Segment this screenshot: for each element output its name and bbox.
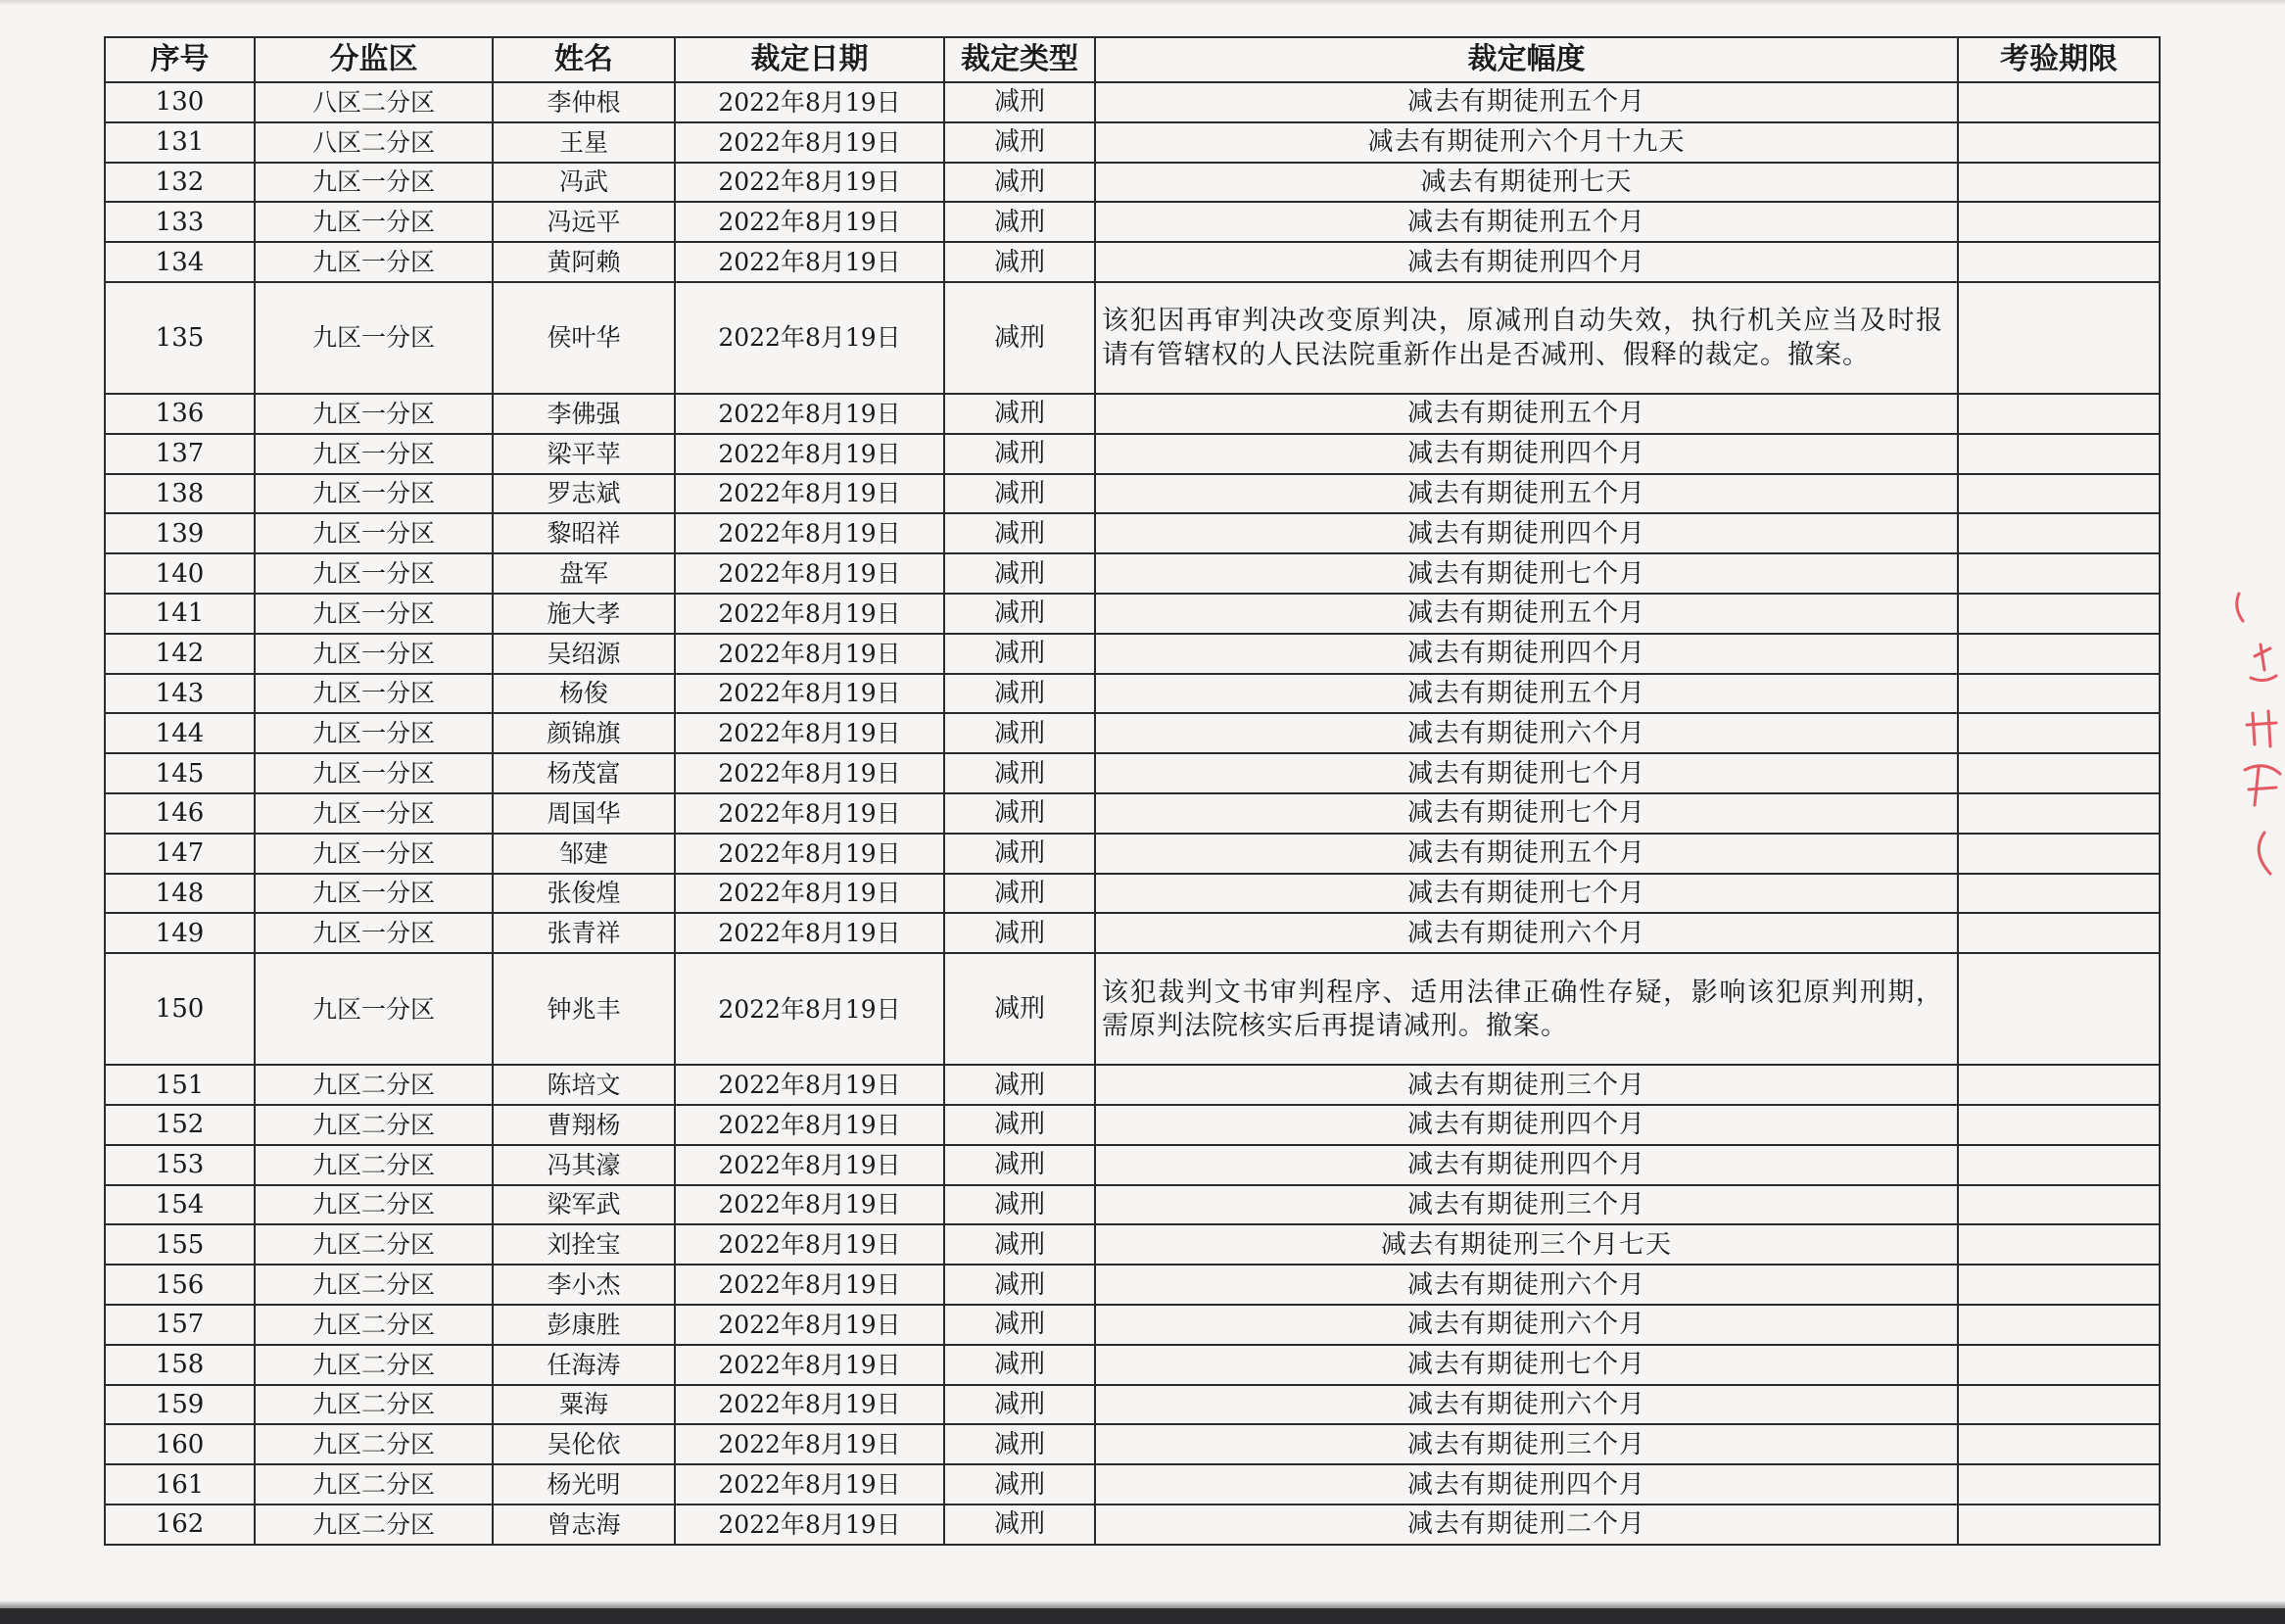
cell-district: 九区一分区 [255, 793, 493, 834]
scan-bottom-shadow [0, 1600, 2285, 1608]
table-row [105, 713, 2160, 753]
cell-district: 九区一分区 [255, 753, 493, 793]
cell-no: 150 [105, 953, 255, 1065]
cell-district: 九区一分区 [255, 634, 493, 674]
cell-date: 2022年8月19日 [675, 242, 944, 282]
cell-district: 九区二分区 [255, 1105, 493, 1145]
cell-date: 2022年8月19日 [675, 953, 944, 1065]
cell-probation [1958, 1505, 2160, 1545]
table-row [105, 1505, 2160, 1545]
cell-range: 减去有期徒刑五个月 [1095, 394, 1958, 434]
table-row [105, 1065, 2160, 1105]
cell-probation [1958, 434, 2160, 474]
table-row [105, 674, 2160, 714]
cell-probation [1958, 1145, 2160, 1185]
cell-district: 九区二分区 [255, 1224, 493, 1265]
cell-name: 张俊煌 [493, 874, 675, 914]
cell-probation [1958, 242, 2160, 282]
cell-range: 减去有期徒刑三个月 [1095, 1424, 1958, 1464]
table-row [105, 82, 2160, 122]
header-name: 姓名 [493, 37, 675, 82]
cell-district: 九区二分区 [255, 1065, 493, 1105]
cell-range: 减去有期徒刑四个月 [1095, 434, 1958, 474]
cell-district: 九区二分区 [255, 1505, 493, 1545]
cell-no: 146 [105, 793, 255, 834]
cell-type: 减刑 [944, 834, 1095, 874]
cell-range: 减去有期徒刑五个月 [1095, 474, 1958, 514]
cell-date: 2022年8月19日 [675, 282, 944, 394]
table-row [105, 1105, 2160, 1145]
table-row [105, 434, 2160, 474]
cell-probation [1958, 553, 2160, 594]
cell-probation [1958, 474, 2160, 514]
cell-probation [1958, 1464, 2160, 1505]
cell-range: 减去有期徒刑七天 [1095, 163, 1958, 203]
table-row [105, 1185, 2160, 1225]
cell-type: 减刑 [944, 474, 1095, 514]
cell-range: 减去有期徒刑七个月 [1095, 874, 1958, 914]
cell-name: 颜锦旗 [493, 713, 675, 753]
table-row [105, 553, 2160, 594]
cell-name: 冯武 [493, 163, 675, 203]
cell-type: 减刑 [944, 82, 1095, 122]
table-row [105, 953, 2160, 1065]
cell-no: 142 [105, 634, 255, 674]
cell-date: 2022年8月19日 [675, 1065, 944, 1105]
cell-no: 155 [105, 1224, 255, 1265]
header-district: 分监区 [255, 37, 493, 82]
cell-no: 157 [105, 1305, 255, 1345]
cell-range: 减去有期徒刑六个月 [1095, 1265, 1958, 1305]
cell-date: 2022年8月19日 [675, 434, 944, 474]
cell-type: 减刑 [944, 242, 1095, 282]
cell-range: 减去有期徒刑四个月 [1095, 242, 1958, 282]
table-row [105, 753, 2160, 793]
table-body [105, 82, 2160, 1545]
cell-probation [1958, 1185, 2160, 1225]
cell-name: 李佛强 [493, 394, 675, 434]
table-row [105, 594, 2160, 634]
cell-district: 九区一分区 [255, 202, 493, 242]
cell-district: 九区一分区 [255, 394, 493, 434]
cell-no: 138 [105, 474, 255, 514]
cell-name: 吴绍源 [493, 634, 675, 674]
cell-no: 158 [105, 1345, 255, 1385]
cell-probation [1958, 834, 2160, 874]
cell-probation [1958, 282, 2160, 394]
cell-district: 九区二分区 [255, 1345, 493, 1385]
cell-name: 周国华 [493, 793, 675, 834]
red-seal-stamp-icon [2225, 588, 2285, 882]
header-type: 裁定类型 [944, 37, 1095, 82]
cell-district: 九区一分区 [255, 713, 493, 753]
cell-range: 该犯因再审判决改变原判决，原减刑自动失效，执行机关应当及时报请有管辖权的人民法院重新作出是否减刑、假释的裁定。撤案。 [1095, 282, 1958, 394]
cell-district: 九区二分区 [255, 1185, 493, 1225]
cell-type: 减刑 [944, 594, 1095, 634]
cell-type: 减刑 [944, 1065, 1095, 1105]
sentence-reduction-table [104, 36, 2161, 1546]
cell-district: 九区一分区 [255, 163, 493, 203]
cell-range: 减去有期徒刑四个月 [1095, 513, 1958, 553]
cell-type: 减刑 [944, 874, 1095, 914]
cell-name: 侯叶华 [493, 282, 675, 394]
cell-no: 152 [105, 1105, 255, 1145]
cell-name: 彭康胜 [493, 1305, 675, 1345]
cell-range: 减去有期徒刑四个月 [1095, 634, 1958, 674]
cell-range: 减去有期徒刑七个月 [1095, 1345, 1958, 1385]
cell-probation [1958, 1305, 2160, 1345]
cell-no: 156 [105, 1265, 255, 1305]
cell-district: 九区二分区 [255, 1265, 493, 1305]
cell-no: 149 [105, 913, 255, 953]
cell-name: 施大孝 [493, 594, 675, 634]
cell-probation [1958, 1105, 2160, 1145]
cell-name: 黎昭祥 [493, 513, 675, 553]
cell-type: 减刑 [944, 282, 1095, 394]
scan-top-edge [0, 0, 2285, 6]
cell-district: 九区一分区 [255, 513, 493, 553]
cell-name: 盘军 [493, 553, 675, 594]
cell-range: 减去有期徒刑四个月 [1095, 1105, 1958, 1145]
header-date: 裁定日期 [675, 37, 944, 82]
cell-probation [1958, 674, 2160, 714]
cell-no: 139 [105, 513, 255, 553]
cell-range: 减去有期徒刑六个月 [1095, 1305, 1958, 1345]
cell-no: 161 [105, 1464, 255, 1505]
cell-probation [1958, 202, 2160, 242]
cell-probation [1958, 793, 2160, 834]
cell-district: 九区一分区 [255, 434, 493, 474]
cell-name: 钟兆丰 [493, 953, 675, 1065]
cell-type: 减刑 [944, 434, 1095, 474]
cell-no: 154 [105, 1185, 255, 1225]
cell-district: 九区二分区 [255, 1424, 493, 1464]
cell-district: 九区一分区 [255, 282, 493, 394]
table-row [105, 1424, 2160, 1464]
cell-probation [1958, 913, 2160, 953]
cell-no: 137 [105, 434, 255, 474]
cell-type: 减刑 [944, 1385, 1095, 1425]
table-row [105, 913, 2160, 953]
cell-type: 减刑 [944, 1265, 1095, 1305]
cell-type: 减刑 [944, 553, 1095, 594]
cell-no: 145 [105, 753, 255, 793]
table-row [105, 282, 2160, 394]
cell-probation [1958, 1065, 2160, 1105]
cell-no: 144 [105, 713, 255, 753]
cell-type: 减刑 [944, 202, 1095, 242]
cell-type: 减刑 [944, 1305, 1095, 1345]
cell-district: 九区一分区 [255, 242, 493, 282]
cell-name: 任海涛 [493, 1345, 675, 1385]
cell-type: 减刑 [944, 513, 1095, 553]
cell-date: 2022年8月19日 [675, 1145, 944, 1185]
scan-bottom-edge [0, 1608, 2285, 1624]
cell-no: 141 [105, 594, 255, 634]
cell-range: 减去有期徒刑五个月 [1095, 202, 1958, 242]
table-row [105, 1385, 2160, 1425]
cell-no: 136 [105, 394, 255, 434]
cell-range: 减去有期徒刑六个月十九天 [1095, 122, 1958, 163]
cell-name: 王星 [493, 122, 675, 163]
cell-name: 陈培文 [493, 1065, 675, 1105]
cell-probation [1958, 874, 2160, 914]
cell-name: 张青祥 [493, 913, 675, 953]
cell-date: 2022年8月19日 [675, 793, 944, 834]
cell-range: 减去有期徒刑五个月 [1095, 674, 1958, 714]
cell-type: 减刑 [944, 394, 1095, 434]
cell-date: 2022年8月19日 [675, 913, 944, 953]
cell-name: 李仲根 [493, 82, 675, 122]
cell-no: 143 [105, 674, 255, 714]
cell-range: 减去有期徒刑六个月 [1095, 713, 1958, 753]
cell-district: 九区一分区 [255, 834, 493, 874]
cell-name: 杨俊 [493, 674, 675, 714]
cell-probation [1958, 1385, 2160, 1425]
cell-date: 2022年8月19日 [675, 553, 944, 594]
cell-type: 减刑 [944, 913, 1095, 953]
cell-date: 2022年8月19日 [675, 1224, 944, 1265]
cell-name: 曹翔杨 [493, 1105, 675, 1145]
cell-no: 151 [105, 1065, 255, 1105]
table-row [105, 793, 2160, 834]
cell-date: 2022年8月19日 [675, 1185, 944, 1225]
table-row [105, 202, 2160, 242]
cell-no: 140 [105, 553, 255, 594]
table-row [105, 1145, 2160, 1185]
cell-range: 减去有期徒刑二个月 [1095, 1505, 1958, 1545]
cell-name: 邹建 [493, 834, 675, 874]
header-probation: 考验期限 [1958, 37, 2160, 82]
table-row [105, 1265, 2160, 1305]
cell-date: 2022年8月19日 [675, 202, 944, 242]
cell-district: 九区一分区 [255, 553, 493, 594]
cell-type: 减刑 [944, 1424, 1095, 1464]
cell-date: 2022年8月19日 [675, 1505, 944, 1545]
cell-type: 减刑 [944, 1224, 1095, 1265]
cell-probation [1958, 394, 2160, 434]
cell-type: 减刑 [944, 1105, 1095, 1145]
cell-type: 减刑 [944, 163, 1095, 203]
table-row [105, 513, 2160, 553]
cell-probation [1958, 1424, 2160, 1464]
cell-no: 131 [105, 122, 255, 163]
cell-date: 2022年8月19日 [675, 513, 944, 553]
cell-type: 减刑 [944, 753, 1095, 793]
cell-name: 杨茂富 [493, 753, 675, 793]
cell-type: 减刑 [944, 122, 1095, 163]
cell-district: 九区一分区 [255, 953, 493, 1065]
table-row [105, 874, 2160, 914]
cell-date: 2022年8月19日 [675, 753, 944, 793]
cell-district: 九区二分区 [255, 1145, 493, 1185]
cell-name: 曾志海 [493, 1505, 675, 1545]
table-row [105, 122, 2160, 163]
cell-date: 2022年8月19日 [675, 594, 944, 634]
cell-range: 减去有期徒刑三个月 [1095, 1185, 1958, 1225]
cell-probation [1958, 953, 2160, 1065]
cell-range: 该犯裁判文书审判程序、适用法律正确性存疑，影响该犯原判刑期，需原判法院核实后再提请减刑。撤案。 [1095, 953, 1958, 1065]
cell-no: 148 [105, 874, 255, 914]
cell-date: 2022年8月19日 [675, 394, 944, 434]
cell-name: 杨光明 [493, 1464, 675, 1505]
cell-probation [1958, 594, 2160, 634]
cell-type: 减刑 [944, 713, 1095, 753]
cell-range: 减去有期徒刑七个月 [1095, 793, 1958, 834]
cell-no: 134 [105, 242, 255, 282]
cell-date: 2022年8月19日 [675, 674, 944, 714]
cell-name: 李小杰 [493, 1265, 675, 1305]
cell-district: 九区二分区 [255, 1464, 493, 1505]
cell-no: 147 [105, 834, 255, 874]
cell-type: 减刑 [944, 1464, 1095, 1505]
cell-range: 减去有期徒刑五个月 [1095, 594, 1958, 634]
cell-range: 减去有期徒刑六个月 [1095, 1385, 1958, 1425]
cell-probation [1958, 634, 2160, 674]
cell-name: 罗志斌 [493, 474, 675, 514]
header-no: 序号 [105, 37, 255, 82]
cell-district: 九区二分区 [255, 1385, 493, 1425]
table-row [105, 242, 2160, 282]
cell-no: 130 [105, 82, 255, 122]
cell-probation [1958, 753, 2160, 793]
cell-name: 梁军武 [493, 1185, 675, 1225]
cell-district: 八区二分区 [255, 122, 493, 163]
cell-type: 减刑 [944, 1505, 1095, 1545]
table-row [105, 1345, 2160, 1385]
cell-no: 162 [105, 1505, 255, 1545]
cell-probation [1958, 163, 2160, 203]
cell-date: 2022年8月19日 [675, 474, 944, 514]
cell-probation [1958, 713, 2160, 753]
cell-no: 153 [105, 1145, 255, 1185]
cell-date: 2022年8月19日 [675, 1464, 944, 1505]
cell-no: 133 [105, 202, 255, 242]
table-row [105, 634, 2160, 674]
cell-range: 减去有期徒刑六个月 [1095, 913, 1958, 953]
table-row [105, 834, 2160, 874]
cell-district: 九区一分区 [255, 594, 493, 634]
cell-no: 132 [105, 163, 255, 203]
table-row [105, 1464, 2160, 1505]
cell-date: 2022年8月19日 [675, 1345, 944, 1385]
cell-name: 冯其濠 [493, 1145, 675, 1185]
table-row [105, 1224, 2160, 1265]
cell-type: 减刑 [944, 1185, 1095, 1225]
cell-range: 减去有期徒刑七个月 [1095, 553, 1958, 594]
cell-name: 吴伦依 [493, 1424, 675, 1464]
cell-no: 135 [105, 282, 255, 394]
cell-range: 减去有期徒刑四个月 [1095, 1464, 1958, 1505]
cell-date: 2022年8月19日 [675, 874, 944, 914]
cell-range: 减去有期徒刑五个月 [1095, 834, 1958, 874]
cell-date: 2022年8月19日 [675, 1305, 944, 1345]
cell-date: 2022年8月19日 [675, 1385, 944, 1425]
cell-district: 九区一分区 [255, 474, 493, 514]
cell-district: 九区二分区 [255, 1305, 493, 1345]
cell-district: 九区一分区 [255, 913, 493, 953]
cell-name: 冯远平 [493, 202, 675, 242]
table-row [105, 163, 2160, 203]
cell-date: 2022年8月19日 [675, 82, 944, 122]
cell-probation [1958, 1265, 2160, 1305]
cell-date: 2022年8月19日 [675, 1105, 944, 1145]
cell-district: 八区二分区 [255, 82, 493, 122]
cell-date: 2022年8月19日 [675, 163, 944, 203]
table-row [105, 394, 2160, 434]
cell-range: 减去有期徒刑五个月 [1095, 82, 1958, 122]
cell-date: 2022年8月19日 [675, 634, 944, 674]
cell-range: 减去有期徒刑三个月 [1095, 1065, 1958, 1105]
cell-probation [1958, 122, 2160, 163]
cell-type: 减刑 [944, 1145, 1095, 1185]
cell-name: 黄阿赖 [493, 242, 675, 282]
cell-probation [1958, 513, 2160, 553]
cell-date: 2022年8月19日 [675, 122, 944, 163]
cell-district: 九区一分区 [255, 674, 493, 714]
cell-range: 减去有期徒刑四个月 [1095, 1145, 1958, 1185]
cell-date: 2022年8月19日 [675, 1265, 944, 1305]
table-row [105, 1305, 2160, 1345]
cell-range: 减去有期徒刑七个月 [1095, 753, 1958, 793]
cell-type: 减刑 [944, 793, 1095, 834]
table-row [105, 474, 2160, 514]
table-header-row [105, 37, 2160, 82]
cell-no: 160 [105, 1424, 255, 1464]
cell-type: 减刑 [944, 634, 1095, 674]
cell-probation [1958, 1345, 2160, 1385]
cell-date: 2022年8月19日 [675, 713, 944, 753]
cell-type: 减刑 [944, 1345, 1095, 1385]
cell-name: 粟海 [493, 1385, 675, 1425]
cell-type: 减刑 [944, 674, 1095, 714]
cell-date: 2022年8月19日 [675, 1424, 944, 1464]
cell-probation [1958, 82, 2160, 122]
cell-probation [1958, 1224, 2160, 1265]
cell-type: 减刑 [944, 953, 1095, 1065]
cell-no: 159 [105, 1385, 255, 1425]
header-range: 裁定幅度 [1095, 37, 1958, 82]
cell-district: 九区一分区 [255, 874, 493, 914]
cell-date: 2022年8月19日 [675, 834, 944, 874]
cell-name: 梁平苹 [493, 434, 675, 474]
cell-range: 减去有期徒刑三个月七天 [1095, 1224, 1958, 1265]
cell-name: 刘拴宝 [493, 1224, 675, 1265]
